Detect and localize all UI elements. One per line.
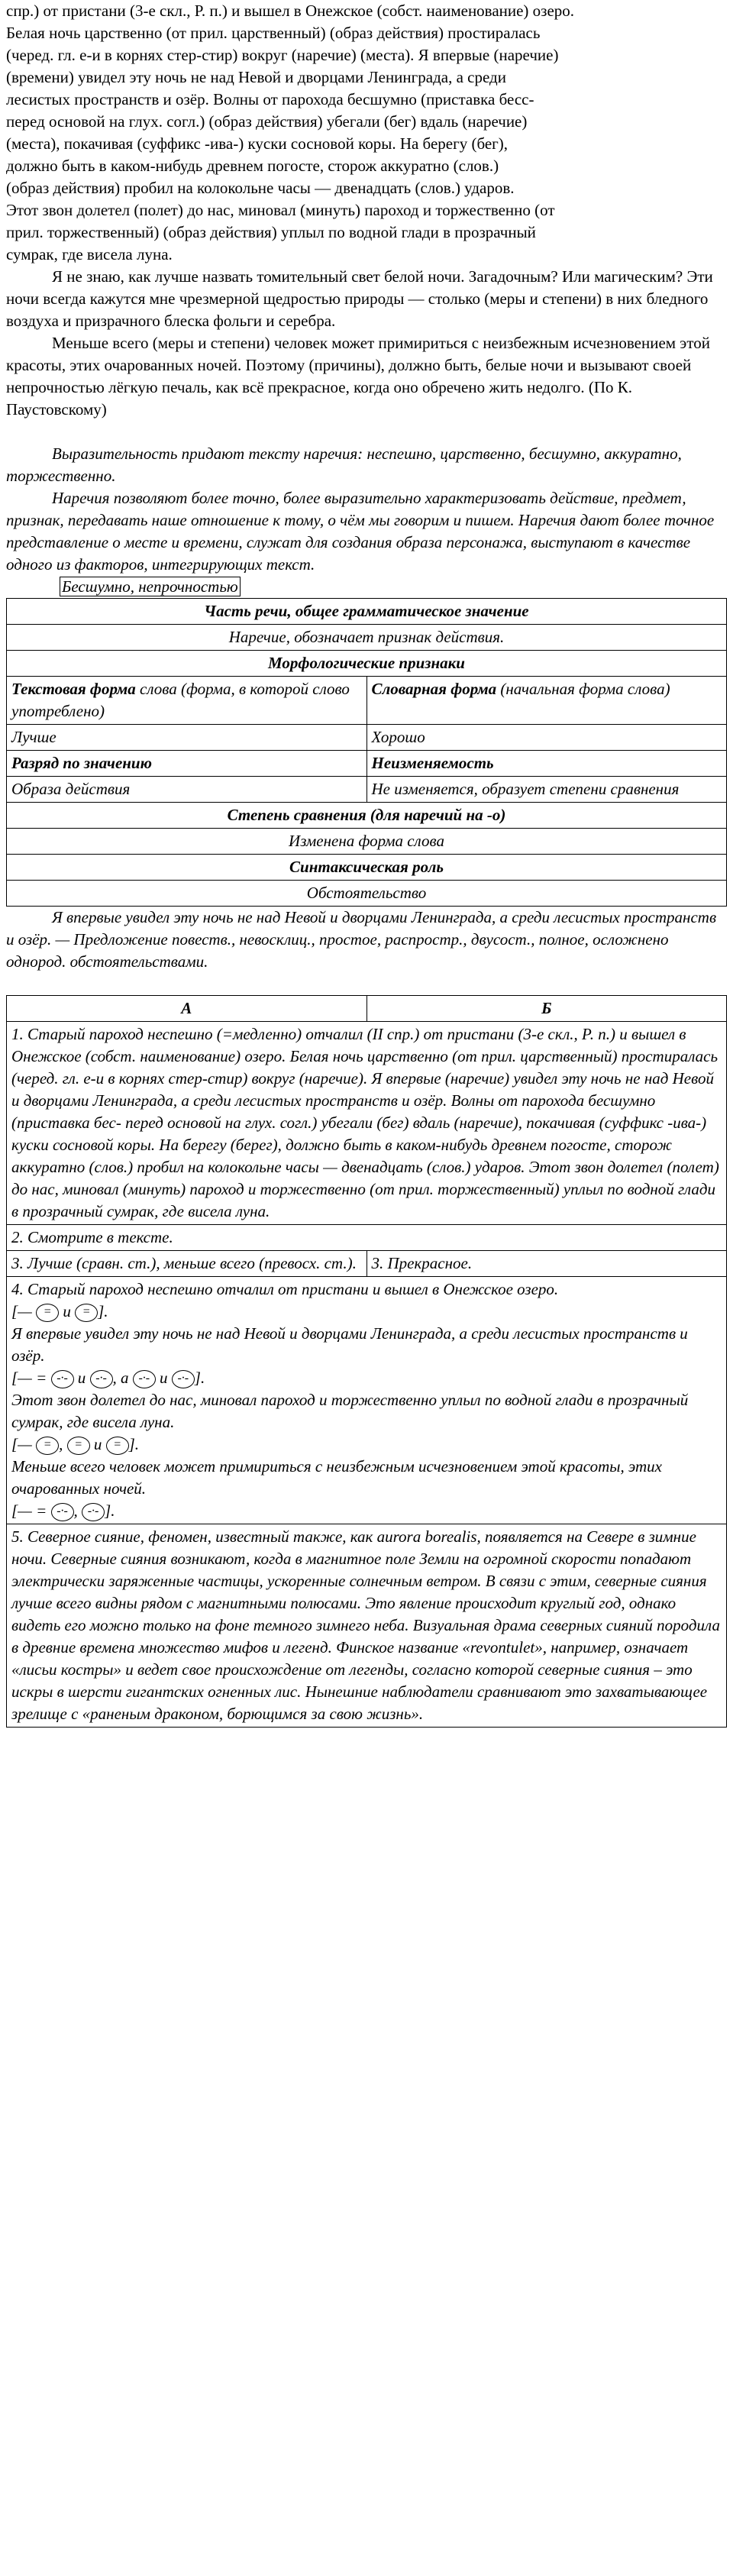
text-line: лесистых пространств и озёр. Волны от парохода бесшумно (приставка бесс- xyxy=(6,90,534,108)
table-header: Синтаксическая роль xyxy=(7,855,727,881)
answers-table xyxy=(6,995,727,1728)
words-box: Бесшумно, непрочностью xyxy=(60,577,241,596)
answer-3a: 3. Лучше (сравн. ст.), меньше всего (превосх. ст.). xyxy=(7,1251,367,1277)
expressiveness-note: Выразительность придают тексту наречия: неспешно, царственно, бесшумно, аккуратно, торжественно. xyxy=(6,444,682,485)
answer-4-sentence: Я впервые увидел эту ночь не над Невой и дворцами Ленинграда, а среди лесистых пространств и озёр. xyxy=(11,1324,688,1365)
table-cell: Наречие, обозначает признак действия. xyxy=(7,625,727,651)
text-line: прил. торжественный) (образ действия) уплыл по водной глади в прозрачный xyxy=(6,223,536,241)
text-line: должно быть в каком-нибудь древнем погосте, сторож аккуратно (слов.) xyxy=(6,157,499,175)
text-line: (черед. гл. е-и в корнях стер-стир) вокруг (наречие) (места). Я впервые (наречие) xyxy=(6,46,559,64)
table-cell: Хорошо xyxy=(366,725,727,751)
table-cell: Изменена форма слова xyxy=(7,829,727,855)
answer-5: 5. Северное сияние, феномен, известный также, как aurora borealis, появляется на Севере в зимние ночи. Северные сияния возникают, когда в магнитное поле Земли на огромной скорости попадают электрически заряженные частицы, ускоренные солнечным ветром. В связи с этим, северные сияния лучше всего видны рядом с магнитными полюсами. Это явление происходит круглый год, однако видеть его можно только на фоне темного зимнего неба. Визуальная драма северных сияний породила в древние времена множество мифов и легенд. Финское название «revontulet», например, означает «лисьи костры» и ведет свое происхождение от легенды, согласно которой северные сияния – это искры в шерсти гигантских огненных лис. Нынешние наблюдатели сравнивают это захватывающее зрелище с «раненым драконом, борющимся за свою жизнь». xyxy=(7,1524,727,1728)
table-cell: Обстоятельство xyxy=(7,881,727,907)
table-header: Неизменяемость xyxy=(366,751,727,777)
answer-4-sentence: Меньше всего человек может примириться с неизбежным исчезновением этой красоты, этих очарованных ночей. xyxy=(11,1457,662,1498)
page xyxy=(6,0,727,1728)
answer-4-sentence: 4. Старый пароход неспешно отчалил от пристани и вышел в Онежское озеро. xyxy=(11,1280,559,1298)
annotated-text xyxy=(6,0,727,266)
table-cell: Текстовая форма слова (форма, в которой слово употреблено) xyxy=(7,677,367,725)
text-line: (места), покачивая (суффикс -ива-) куски сосновой коры. На берегу (бег), xyxy=(6,134,509,153)
adverbs-role-note: Наречия позволяют более точно, более выразительно характеризовать действие, предмет, признак, передавать наше отношение к тому, о чём мы говорим и пишем. Наречия дают более точное представление о месте и времени, служат для создания образа персонажа, выступают в качестве одного из факторов, интегрирующих текст. xyxy=(6,489,715,574)
scheme: [— = -·- и -·- , а -·- и -·- ]. xyxy=(11,1367,722,1389)
text-line: (времени) увидел эту ночь не над Невой и дворцами Ленинграда, а среди xyxy=(6,68,506,86)
morphology-table xyxy=(6,598,727,907)
scheme: [— = и = ]. xyxy=(11,1301,722,1323)
table-cell: Лучше xyxy=(7,725,367,751)
table-cell: Словарная форма (начальная форма слова) xyxy=(366,677,727,725)
answer-1: 1. Старый пароход неспешно (=медленно) отчалил (II спр.) от пристани (3-е скл., Р. п.) и вышел в Онежское (собст. наименование) озеро. Белая ночь царственно (от прил. царственный) простиралась (черед. гл. е-и в корнях стер-стир) вокруг (наречие). Я впервые (наречие) увидел эту ночь не над Невой и дворцами Ленинграда, а среди лесистых пространств и озёр. Волны от парохода бесшумно (приставка бес- перед основой на глух. согл.) убегали (бег) вдаль (наречие), покачивая (суффикс -ива-) куски сосновой коры. На берегу (берег), должно быть в каком-нибудь древнем погосте, сторож аккуратно (слов.) пробил на колокольне часы — двенадцать (слов.) ударов. Этот звон долетел (полет) до нас, миновал (минуть) пароход и торжественно (от прил. торжественный) уплыл по водной глади в прозрачный сумрак, где висела луна. xyxy=(7,1022,727,1225)
column-header: А xyxy=(7,996,367,1022)
answer-4-sentence: Этот звон долетел до нас, миновал пароход и торжественно уплыл по водной глади в прозрачный сумрак, где висела луна. xyxy=(11,1391,689,1431)
table-header: Морфологические признаки xyxy=(7,651,727,677)
answer-4 xyxy=(7,1277,727,1524)
answer-2: 2. Смотрите в тексте. xyxy=(7,1225,727,1251)
answer-3b: 3. Прекрасное. xyxy=(366,1251,727,1277)
paragraph-3: Меньше всего (меры и степени) человек может примириться с неизбежным исчезновением этой красоты, этих очарованных ночей. Поэтому (причины), должно быть, белые ночи и вызывают своей непрочностью лёгкую печаль, как всё прекрасное, когда оно обречено жить недолго. (По К. Паустовскому) xyxy=(6,334,710,419)
table-header: Степень сравнения (для наречий на -о) xyxy=(7,803,727,829)
text-line: Белая ночь царственно (от прил. царственный) (образ действия) простиралась xyxy=(6,24,541,42)
sentence-analysis: Я впервые увидел эту ночь не над Невой и дворцами Ленинграда, а среди лесистых пространств и озёр. — Предложение повеств., невосклиц., простое, распростр., двусост., полное, осложнено однород. обстоятельствами. xyxy=(6,908,717,971)
text-line: сумрак, где висела луна. xyxy=(6,245,173,263)
text-line: перед основой на глух. согл.) (образ действия) убегали (бег) вдаль (наречие) xyxy=(6,112,528,131)
scheme: [— = , = и = ]. xyxy=(11,1433,722,1456)
table-header: Разряд по значению xyxy=(7,751,367,777)
paragraph-2: Я не знаю, как лучше назвать томительный свет белой ночи. Загадочным? Или магическим? Эти ночи всегда кажутся мне чрезмерной щедростью природы — столько (меры и степени) в них бледного воздуха и призрачного блеска фольги и серебра. xyxy=(6,267,713,330)
column-header: Б xyxy=(366,996,727,1022)
table-header: Часть речи, общее грамматическое значение xyxy=(7,599,727,625)
text-line: Этот звон долетел (полет) до нас, миновал (минуть) пароход и торжественно (от xyxy=(6,201,555,219)
text-line: спр.) от пристани (3-е скл., Р. п.) и вышел в Онежское (собст. наименование) озеро. xyxy=(6,2,575,20)
table-cell: Не изменяется, образует степени сравнения xyxy=(366,777,727,803)
scheme: [— = -·- , -·- ]. xyxy=(11,1500,722,1522)
analysed-words xyxy=(6,576,727,598)
text-line: (образ действия) пробил на колокольне часы — двенадцать (слов.) ударов. xyxy=(6,179,515,197)
table-cell: Образа действия xyxy=(7,777,367,803)
